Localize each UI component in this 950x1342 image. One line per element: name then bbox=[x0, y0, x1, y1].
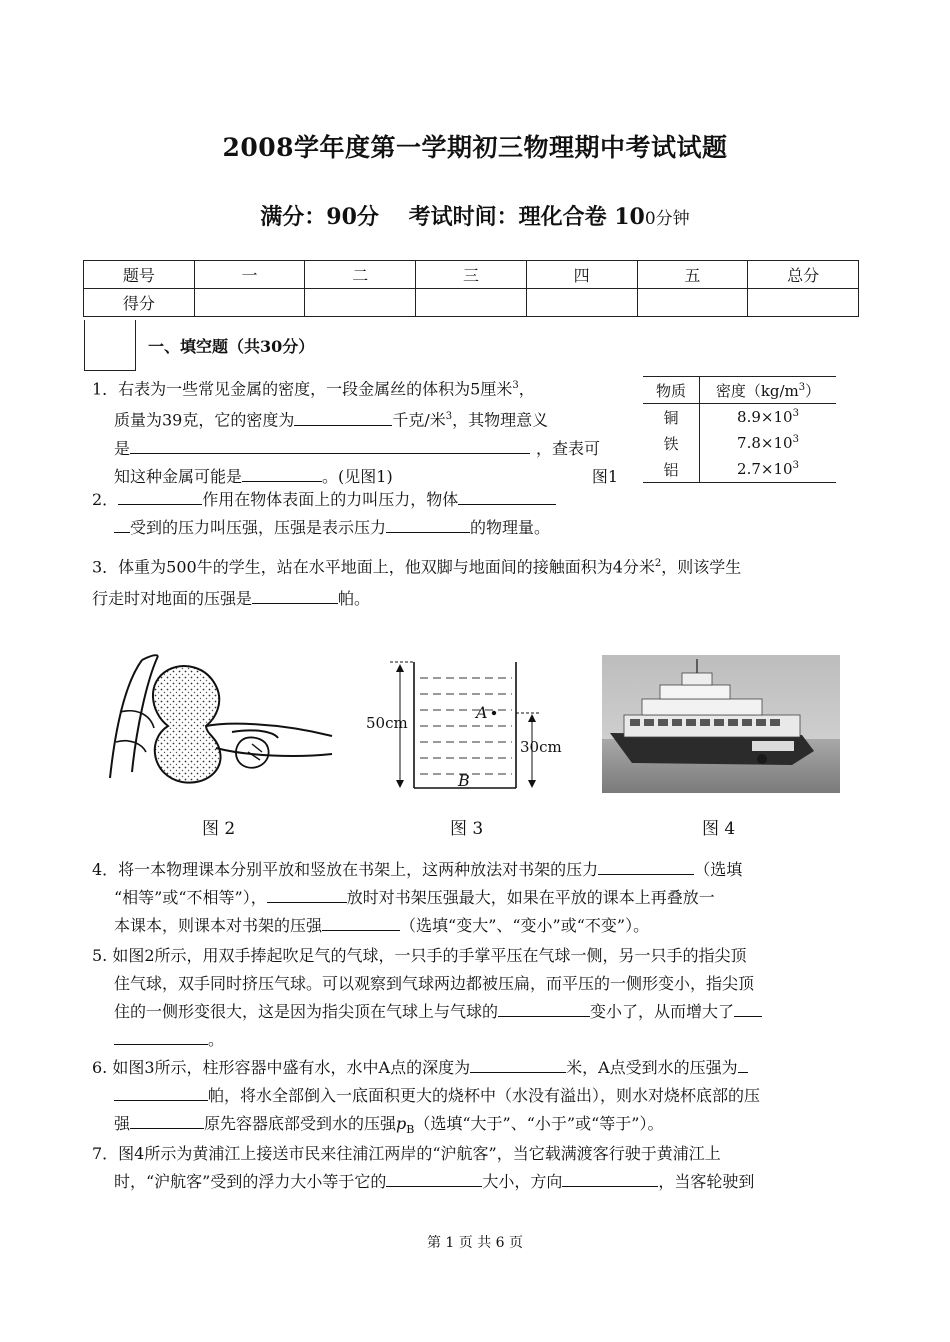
q1-line1-end: ， bbox=[518, 379, 535, 399]
density-col-density bbox=[700, 377, 837, 404]
q5-blank-2 bbox=[734, 998, 762, 1017]
q4-line3a: 本课本，则课本对书架的压强 bbox=[114, 916, 323, 935]
q6-blank-2 bbox=[738, 1054, 748, 1073]
score-header-cell: 总分 bbox=[748, 261, 859, 289]
q1-metal-blank bbox=[242, 463, 322, 482]
q4-line3b: （选填“变大”、“变小”或“不变”）。 bbox=[400, 916, 650, 935]
q1-line2b: 千克/米 bbox=[392, 410, 446, 430]
q1-line1: 1．右表为一些常见金属的密度，一段金属丝的体积为5厘米 bbox=[92, 379, 513, 399]
q6-line3a: 强 bbox=[114, 1114, 131, 1133]
figure-4-ferry-photo bbox=[602, 655, 840, 793]
score-table-score-row bbox=[84, 289, 859, 317]
score-cell bbox=[305, 289, 416, 317]
q3-pressure-blank bbox=[252, 585, 338, 604]
q3-line2b: 帕。 bbox=[338, 589, 371, 609]
q3-line1-end: ，则该学生 bbox=[661, 557, 742, 577]
q2-line2b: 受到的压力叫压强，压强是表示压力 bbox=[130, 518, 387, 537]
q6-blank-1 bbox=[470, 1054, 566, 1073]
q4-line2a: “相等”或“不相等”）， bbox=[114, 888, 267, 907]
q1-line2c: ，其物理意义 bbox=[452, 410, 549, 430]
subtitle-score-time: 满分：90分 考试时间：理化合卷 10 bbox=[260, 204, 645, 230]
q5-line1: 5. 如图2所示，用双手捧起吹足气的气球，一只手的手掌平压在气球一侧，另一只手的指尖顶 bbox=[92, 946, 747, 965]
q7-blank-1 bbox=[386, 1168, 482, 1187]
exam-subtitle bbox=[0, 200, 950, 231]
density-value bbox=[700, 456, 837, 483]
q4-blank-1 bbox=[598, 856, 694, 875]
density-material: 铝 bbox=[643, 456, 700, 483]
q3-line2a: 行走时对地面的压强是 bbox=[92, 589, 253, 609]
q7-line1: 7．图4所示为黄浦江上接送市民来往浦江两岸的“沪航客”，当它载满渡客行驶于黄浦江上 bbox=[92, 1144, 721, 1163]
density-value-text: 2.7×10 bbox=[737, 460, 793, 478]
density-material: 铁 bbox=[643, 430, 700, 456]
q1-line3b: ，查表可 bbox=[536, 438, 601, 458]
q5-line3a: 住的一侧形变很大，这是因为指尖顶在气球上与气球的 bbox=[114, 1002, 499, 1021]
q7-line2c: ，当客轮驶到 bbox=[658, 1172, 755, 1191]
fig3-height-water: 30cm bbox=[520, 738, 562, 756]
q2-blank-2-cont bbox=[114, 514, 130, 533]
figure-3-container bbox=[360, 656, 580, 796]
density-material: 铜 bbox=[643, 404, 700, 431]
section-1-title: 一、填空题（共30分） bbox=[148, 337, 315, 356]
q6-line3c: （选填“大于”、“小于”或“等于”）。 bbox=[414, 1114, 664, 1133]
fig3-height-total: 50cm bbox=[366, 714, 408, 732]
fig3-point-a: A bbox=[476, 703, 488, 722]
question-2 bbox=[92, 486, 622, 542]
page-footer: 第 1 页 共 6 页 bbox=[426, 1235, 524, 1251]
exam-title: 2008学年度第一学期初三物理期中考试试题 bbox=[222, 133, 728, 162]
q2-blank-1 bbox=[118, 486, 202, 505]
q2-line2c: 的物理量。 bbox=[470, 518, 551, 537]
q4-blank-3 bbox=[322, 912, 400, 931]
q2-blank-3 bbox=[386, 514, 470, 533]
density-row bbox=[643, 456, 836, 483]
q1-line3a: 是 bbox=[114, 438, 131, 458]
question-7 bbox=[92, 1140, 862, 1196]
q6-line1b: 米，A点受到水的压强为 bbox=[566, 1058, 738, 1077]
q3-sup: 2 bbox=[654, 558, 662, 569]
q4-line1a: 4．将一本物理课本分别平放和竖放在书架上，这两种放法对书架的压力 bbox=[92, 860, 599, 879]
question-4 bbox=[92, 856, 862, 940]
q6-line3b: 原先容器底部受到水的压强 bbox=[204, 1114, 397, 1133]
q5-line4: 。 bbox=[208, 1030, 225, 1049]
fig3-point-b: B bbox=[458, 771, 470, 790]
score-cell bbox=[416, 289, 527, 317]
q7-line2b: 大小，方向 bbox=[482, 1172, 563, 1191]
density-table-header bbox=[643, 377, 836, 404]
density-col-end: ） bbox=[805, 381, 821, 400]
density-row bbox=[643, 430, 836, 456]
q1-fig-label: 图1 bbox=[591, 466, 618, 486]
q6-pressure-sub: B bbox=[406, 1123, 415, 1137]
score-cell bbox=[194, 289, 305, 317]
q2-line1a: 2． bbox=[92, 490, 119, 509]
question-3 bbox=[92, 548, 872, 615]
q3-line1: 3．体重为500牛的学生，站在水平地面上，他双脚与地面间的接触面积为4分米 bbox=[92, 557, 655, 577]
q6-blank-3 bbox=[130, 1110, 204, 1129]
score-cell bbox=[637, 289, 748, 317]
q1-sup: 3 bbox=[512, 380, 519, 391]
density-col-density-text: 密度（kg/m bbox=[715, 381, 799, 400]
score-header-cell: 四 bbox=[526, 261, 637, 289]
q6-line1a: 6. 如图3所示，柱形容器中盛有水，水中A点的深度为 bbox=[92, 1058, 471, 1077]
q6-blank-2-cont bbox=[114, 1082, 208, 1101]
figure-3-label: 图 3 bbox=[450, 819, 484, 839]
q1-density-blank bbox=[294, 407, 392, 426]
q5-blank-2-cont bbox=[114, 1026, 208, 1045]
q1-line4b: 。(见图1) bbox=[322, 466, 393, 486]
q4-line2b: 放时对书架压强最大，如果在平放的课本上再叠放一 bbox=[346, 888, 715, 907]
score-header-cell: 二 bbox=[305, 261, 416, 289]
question-1 bbox=[92, 372, 622, 491]
figure-4-label: 图 4 bbox=[702, 819, 736, 839]
score-table-header-row bbox=[84, 261, 859, 289]
density-col-sup: 3 bbox=[798, 381, 806, 393]
score-cell bbox=[748, 289, 859, 317]
q6-pressure-symbol: p bbox=[396, 1114, 407, 1133]
section-score-box bbox=[84, 320, 136, 371]
q5-line2: 住气球，双手同时挤压气球。可以观察到气球两边都被压扁，而平压的一侧形变小，指尖顶 bbox=[114, 974, 755, 993]
density-value bbox=[700, 430, 837, 456]
q2-blank-2 bbox=[458, 486, 556, 505]
density-col-material: 物质 bbox=[643, 377, 700, 404]
score-cell bbox=[526, 289, 637, 317]
q7-line2a: 时，“沪航客”受到的浮力大小等于它的 bbox=[114, 1172, 387, 1191]
q4-blank-2 bbox=[267, 884, 347, 903]
score-table bbox=[83, 260, 859, 317]
density-row bbox=[643, 404, 836, 431]
q1-line2a: 质量为39克，它的密度为 bbox=[114, 410, 295, 430]
q5-line3b: 变小了，从而增大了 bbox=[590, 1002, 735, 1021]
question-6 bbox=[92, 1054, 862, 1144]
score-header-cell: 一 bbox=[194, 261, 305, 289]
score-row-label: 得分 bbox=[84, 289, 195, 317]
q4-line1b: （选填 bbox=[694, 860, 743, 879]
density-exp: 3 bbox=[792, 408, 799, 419]
q6-line2b: 帕，将水全部倒入一底面积更大的烧杯中（水没有溢出），则水对烧杯底部的压 bbox=[208, 1086, 761, 1105]
q2-line1b: 作用在物体表面上的力叫压力，物体 bbox=[202, 490, 459, 509]
density-value-text: 7.8×10 bbox=[737, 434, 793, 452]
figure-2-balloon bbox=[106, 652, 338, 790]
density-value-text: 8.9×10 bbox=[737, 408, 793, 426]
question-5 bbox=[92, 942, 862, 1054]
score-header-cell: 三 bbox=[416, 261, 527, 289]
density-exp: 3 bbox=[792, 460, 799, 471]
subtitle-tail: 0分钟 bbox=[644, 209, 690, 229]
density-value bbox=[700, 404, 837, 431]
score-header-cell: 题号 bbox=[84, 261, 195, 289]
q1-line4a: 知这种金属可能是 bbox=[114, 466, 243, 486]
q1-sup2: 3 bbox=[445, 411, 453, 423]
score-header-cell: 五 bbox=[637, 261, 748, 289]
q1-meaning-blank bbox=[130, 435, 530, 454]
figure-2-label: 图 2 bbox=[202, 819, 236, 839]
density-exp: 3 bbox=[792, 434, 799, 445]
density-table bbox=[643, 376, 836, 483]
q7-blank-2 bbox=[562, 1168, 658, 1187]
q5-blank-1 bbox=[498, 998, 590, 1017]
